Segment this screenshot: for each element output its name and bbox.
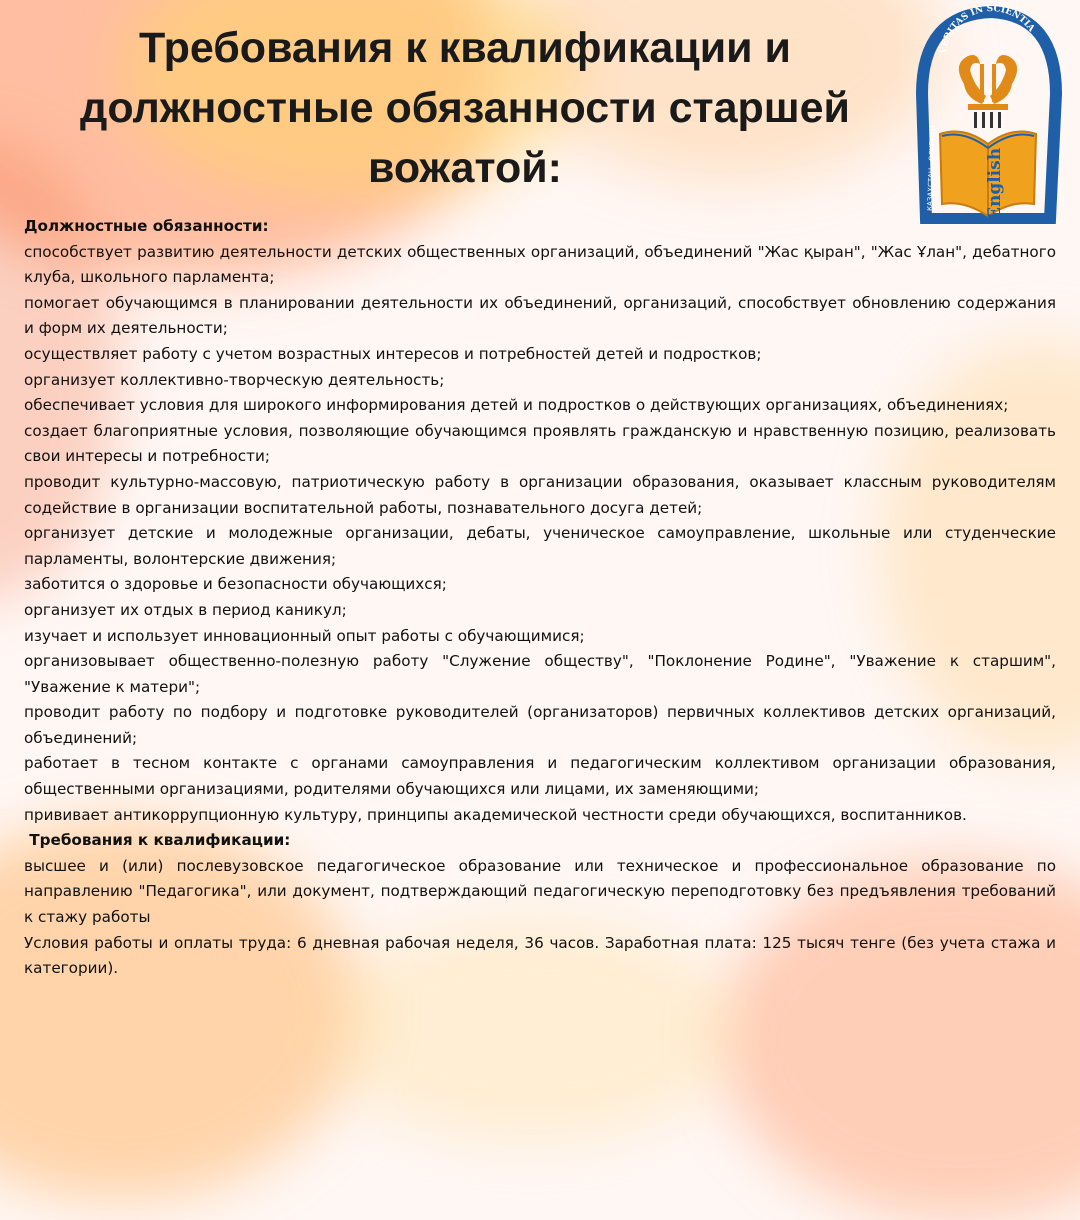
duty-item: создает благоприятные условия, позволяющие обучающимся проявлять гражданскую и нравственную позицию, реализовать свои интересы и потребности; xyxy=(24,421,1056,466)
qualification-text: высшее и (или) послевузовское педагогическое образование или техническое и профессиональное образование по направлению "Педагогика", или документ, подтверждающий педагогическую переподготовку без предъявления требований к стажу работы xyxy=(24,856,1056,927)
duty-item: организует их отдых в период каникул; xyxy=(24,600,347,619)
logo-english-text: English xyxy=(985,147,1005,220)
duties-heading: Должностные обязанности: xyxy=(24,217,269,235)
page-title: Требования к квалификации и должностные обязанности старшей вожатой: xyxy=(80,24,850,192)
duty-item: проводит работу по подбору и подготовке руководителей (организаторов) первичных коллективов детских организаций, объединений; xyxy=(24,703,1056,747)
duty-item: обеспечивает условия для широкого информирования детей и подростков о действующих организациях, объединениях; xyxy=(24,396,1009,415)
logo-motto: VERITAS IN SCIENTIA xyxy=(938,4,1037,55)
duty-item: организует коллективно-творческую деятельность; xyxy=(24,370,445,389)
school-logo xyxy=(912,4,1062,224)
document-body xyxy=(24,214,1056,982)
lyre-emblem-icon xyxy=(959,55,1017,128)
duty-item: прививает антикоррупционную культуру, принципы академической честности среди обучающихся, воспитанников. xyxy=(24,805,967,824)
duty-item: организует детские и молодежные организации, дебаты, ученическое самоуправление, школьные или студенческие парламенты, волонтерские движения; xyxy=(24,524,1056,568)
duty-item: заботится о здоровье и безопасности обучающихся; xyxy=(24,575,447,594)
qualification-heading: Требования к квалификации: xyxy=(24,831,291,850)
conditions-text: Условия работы и оплаты труда: 6 дневная рабочая неделя, 36 часов. Заработная плата: 125 тысяч тенге (без учета стажа и категории). xyxy=(24,933,1056,978)
duty-item: способствует развитию деятельности детских общественных организаций, объединений "Жас қыран", "Жас Ұлан", дебатного клуба, школьного парламента; xyxy=(24,242,1056,287)
duty-item: организовывает общественно-полезную работу "Служение обществу", "Поклонение Родине", "Уважение к старшим", "Уважение к матери"; xyxy=(24,652,1056,696)
duty-item: проводит культурно-массовую, патриотическую работу в организации образования, оказывает классным руководителям содействие в организации воспитательной работы, познавательного досуга детей; xyxy=(24,472,1056,517)
duty-item: работает в тесном контакте с органами самоуправления и педагогическим коллективом организации образования, общественными организациями, родителями обучающихся или лицами, их заменяющими; xyxy=(24,754,1056,799)
logo-left-text: КАЗАХСТАН - ОСКЕМЕН xyxy=(926,125,937,212)
duty-item: изучает и использует инновационный опыт работы с обучающимися; xyxy=(24,626,585,645)
duty-item: помогает обучающимся в планировании деятельности их объединений, организаций, способствует обновлению содержания и форм их деятельности; xyxy=(24,293,1056,338)
duty-item: осуществляет работу с учетом возрастных интересов и потребностей детей и подростков; xyxy=(24,344,762,363)
